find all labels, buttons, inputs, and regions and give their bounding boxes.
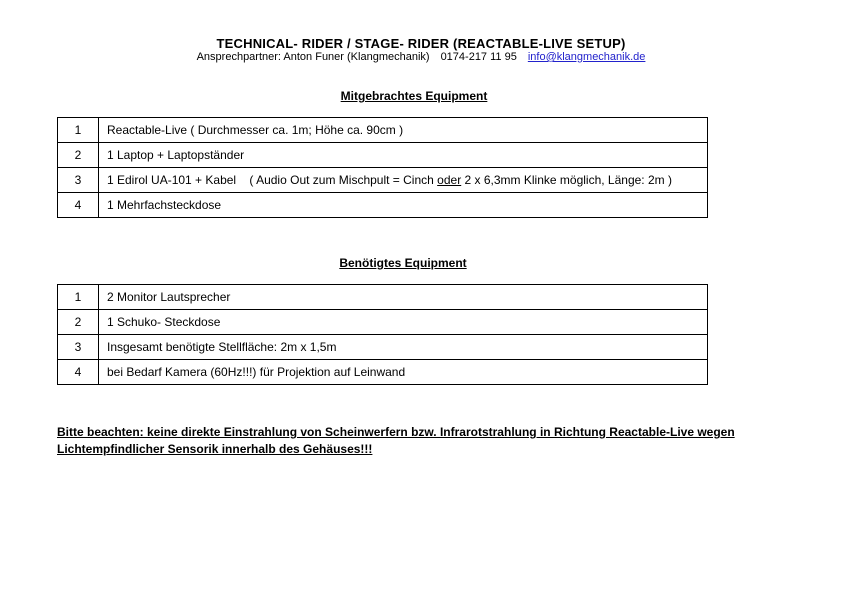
table-row — [58, 193, 708, 218]
row-number: 4 — [58, 193, 99, 218]
row-text: 1 Mehrfachsteckdose — [99, 193, 708, 218]
row-text — [99, 168, 708, 193]
section-heading-brought-equipment: Mitgebrachtes Equipment — [340, 89, 488, 103]
contact-line — [0, 51, 842, 64]
row-number: 1 — [58, 118, 99, 143]
row-text: 1 Schuko- Steckdose — [99, 310, 708, 335]
notice-text — [57, 424, 752, 458]
row-text-segment: 1 Edirol UA-101 + Kabel ( Audio Out zum Mischpult = Cinch — [107, 173, 438, 187]
row-text-underlined-segment: oder — [437, 173, 462, 187]
page-title: TECHNICAL- RIDER / STAGE- RIDER (REACTABLE-LIVE SETUP) — [216, 36, 626, 51]
row-text: Insgesamt benötigte Stellfläche: 2m x 1,5m — [99, 335, 708, 360]
row-number: 3 — [58, 168, 99, 193]
row-number: 3 — [58, 335, 99, 360]
table-row — [58, 360, 708, 385]
table-row — [58, 310, 708, 335]
row-number: 2 — [58, 143, 99, 168]
row-number: 4 — [58, 360, 99, 385]
table-row — [58, 285, 708, 310]
table-row — [58, 168, 708, 193]
required-equipment-table — [57, 284, 708, 385]
row-number: 2 — [58, 310, 99, 335]
contact-phone: 0174-217 11 95 — [440, 51, 517, 63]
row-text: 1 Laptop + Laptopständer — [99, 143, 708, 168]
row-number: 1 — [58, 285, 99, 310]
row-text-segment: 2 x 6,3mm Klinke möglich, Länge: 2m ) — [461, 173, 672, 187]
notice-line-1: Bitte beachten: keine direkte Einstrahlung von Scheinwerfern bzw. Infrarotstrahlung in Richtung Reactable-Live wegen — [57, 425, 735, 439]
table-row — [58, 335, 708, 360]
row-text: bei Bedarf Kamera (60Hz!!!) für Projektion auf Leinwand — [99, 360, 708, 385]
table-row — [58, 143, 708, 168]
row-text: 2 Monitor Lautsprecher — [99, 285, 708, 310]
row-text: Reactable-Live ( Durchmesser ca. 1m; Höhe ca. 90cm ) — [99, 118, 708, 143]
notice-line-2: Lichtempfindlicher Sensorik innerhalb des Gehäuses!!! — [57, 442, 373, 456]
brought-equipment-table — [57, 117, 708, 218]
contact-person-label: Ansprechpartner: Anton Funer (Klangmechanik) — [196, 51, 430, 63]
table-row — [58, 118, 708, 143]
email-link[interactable]: info@klangmechanik.de — [527, 51, 646, 63]
section-heading-required-equipment: Benötigtes Equipment — [339, 256, 467, 270]
